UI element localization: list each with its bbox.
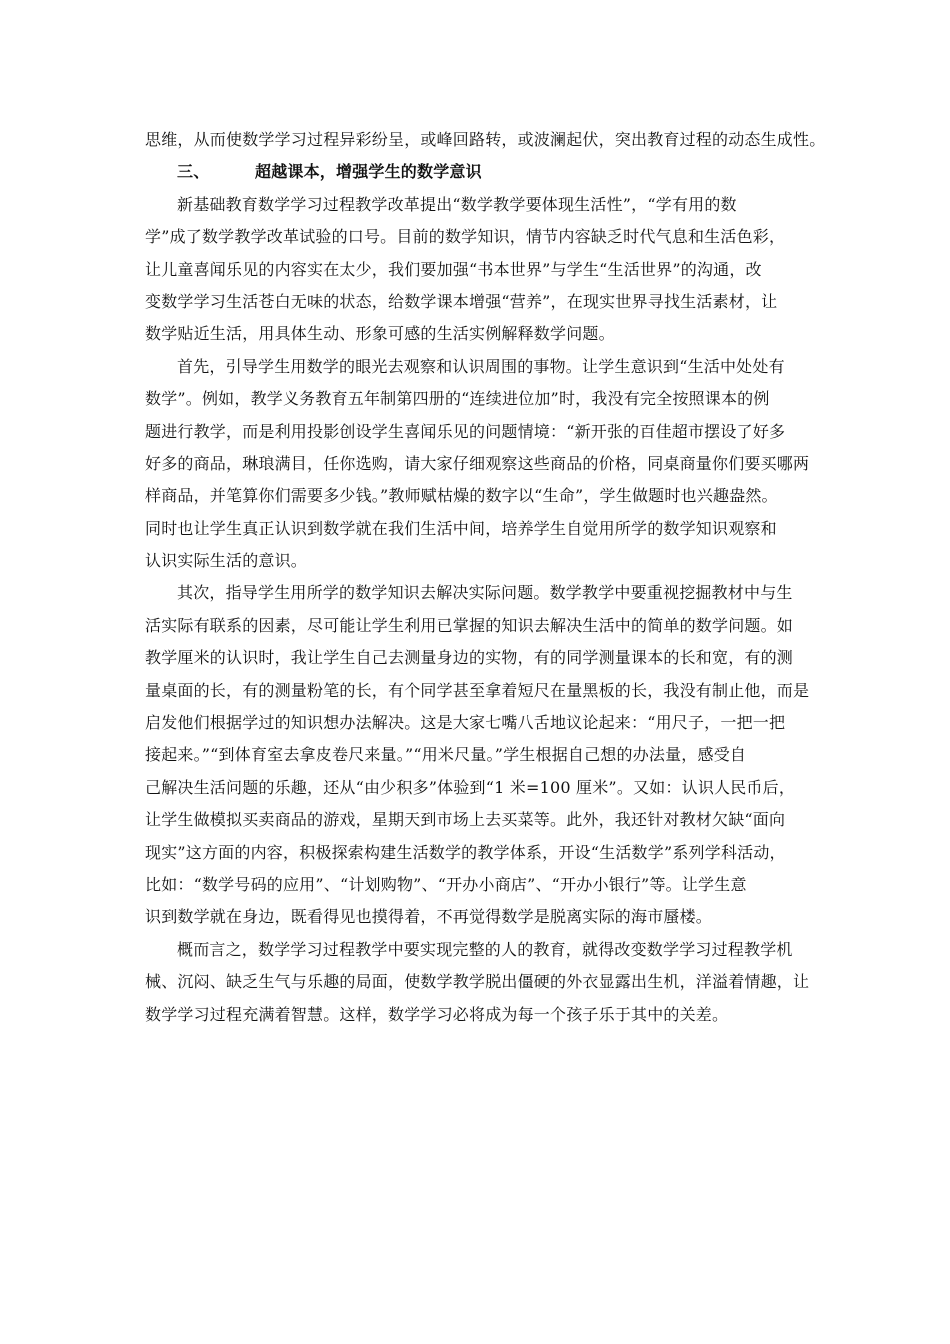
paragraph-line: 其次，指导学生用所学的数学知识去解决实际问题。数学教学中要重视挖掘教材中与生 [177, 583, 793, 603]
paragraph-line: 概而言之，数学学习过程教学中要实现完整的人的教育，就得改变数学学习过程教学机 [177, 939, 793, 959]
document-body [145, 124, 826, 1031]
paragraph-line: 现实”这方面的内容，积极探索构建生活数学的教学体系，开设“生活数学”系列学科活动， [145, 842, 786, 862]
paragraph-line: 量桌面的长，有的测量粉笔的长，有个同学甚至拿着短尺在量黑板的长，我没有制止他，而是 [145, 680, 810, 700]
paragraph-3 [145, 577, 810, 933]
intro-tail-line: 思维，从而使数学学习过程异彩纷呈，或峰回路转，或波澜起伏，突出教育过程的动态生成性。 [145, 130, 826, 149]
paragraph-line: 首先，引导学生用数学的眼光去观察和认识周围的事物。让学生意识到“生活中处处有 [177, 356, 785, 376]
paragraph-2 [145, 351, 810, 578]
paragraph-line: 数学”。例如，教学义务教育五年制第四册的“连续进位加”时，我没有完全按照课本的例 [145, 389, 770, 409]
paragraph-line: 己解决生活问题的乐趣，还从“由少积多”体验到“1 米=100 厘米”。又如：认识人民币后， [145, 777, 796, 797]
paragraph-line: 识到数学就在身边，既看得见也摸得着，不再觉得数学是脱离实际的海市蜃楼。 [145, 907, 713, 927]
paragraph-line: 让学生做模拟买卖商品的游戏，星期天到市场上去买菜等。此外，我还针对教材欠缺“面向 [145, 810, 786, 830]
paragraph-line: 认识实际生活的意识。 [145, 551, 308, 571]
paragraph-line: 活实际有联系的因素，尽可能让学生利用已掌握的知识去解决生活中的简单的数学问题。如 [145, 615, 794, 635]
paragraph-line: 启发他们根据学过的知识想办法解决。这是大家七嘴八舌地议论起来：“用尺子，一把一把 [145, 713, 786, 733]
paragraph-line: 数学学习过程充满着智慧。这样，数学学习必将成为每一个孩子乐于其中的关差。 [145, 1004, 729, 1024]
paragraph-line: 械、沉闷、缺乏生气与乐趣的局面，使数学教学脱出僵硬的外衣显露出生机，洋溢着情趣，让 [145, 972, 810, 992]
paragraph-line: 样商品，并笔算你们需要多少钱。”教师赋枯燥的数字以“生命”，学生做题时也兴趣盎然。 [145, 486, 778, 506]
section-number: 三、 [177, 162, 210, 182]
paragraph-line: 同时也让学生真正认识到数学就在我们生活中间，培养学生自觉用所学的数学知识观察和 [145, 518, 777, 538]
paragraph-line: 接起来。”“到体育室去拿皮卷尺来量。”“用米尺量。”学生根据自己想的办法量，感受自 [145, 745, 747, 765]
paragraph-1 [145, 189, 807, 351]
section-title: 超越课本，增强学生的数学意识 [255, 162, 482, 182]
paragraph-line: 新基础教育数学学习过程教学改革提出“数学教学要体现生活性”，“学有用的数 [177, 194, 737, 214]
paragraph-line: 题进行教学，而是利用投影创设学生喜闻乐见的问题情境：“新开张的百佳超市摆设了好多 [145, 421, 786, 441]
paragraph-line: 数学贴近生活，用具体生动、形象可感的生活实例解释数学问题。 [145, 324, 615, 344]
paragraph-line: 比如：“数学号码的应用”、“计划购物”、“开办小商店”、“开办小银行”等。让学生意 [145, 874, 747, 894]
paragraph-line: 让儿童喜闻乐见的内容实在太少，我们要加强“书本世界”与学生“生活世界”的沟通，改 [145, 259, 762, 279]
section-heading [145, 156, 807, 188]
paragraph-4 [145, 934, 810, 1031]
paragraph-line: 教学厘米的认识时，我让学生自己去测量身边的实物，有的同学测量课本的长和宽，有的测 [145, 648, 794, 668]
paragraph-line: 学”成了数学教学改革试验的口号。目前的数学知识，情节内容缺乏时代气息和生活色彩， [145, 227, 786, 247]
paragraph-line: 好多的商品，琳琅满目，任你选购，请大家仔细观察这些商品的价格，同桌商量你们要买哪两 [145, 453, 810, 473]
paragraph-line: 变数学学习生活苍白无味的状态，给数学课本增强“营养”，在现实世界寻找生活素材，让 [145, 291, 778, 311]
